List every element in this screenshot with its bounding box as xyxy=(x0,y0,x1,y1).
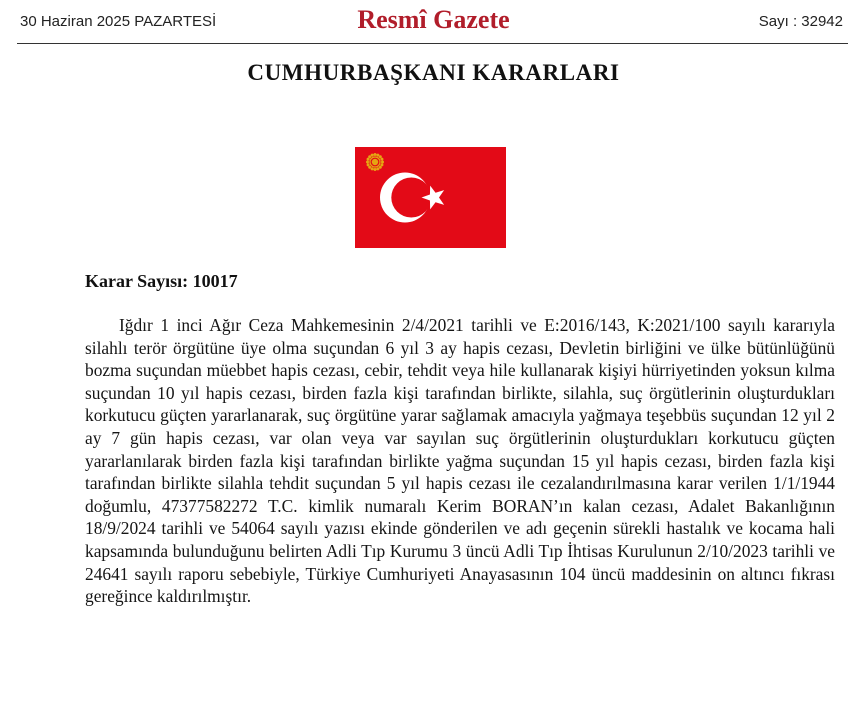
decision-number: Karar Sayısı: 10017 xyxy=(85,271,238,291)
decision-body-text: Iğdır 1 inci Ağır Ceza Mahkemesinin 2/4/2021 tarihli ve E:2016/143, K:2021/100 sayılı kararıyla silahlı terör örgütüne üye olma suçundan 6 yıl 3 ay hapis cezası, Devletin birliğini ve ülke bütünlüğünü bozma suçundan müebbet hapis cezası, cebir, tehdit veya hile kullanarak kişiyi hürriyetinden yoksun kılma suçundan 10 yıl hapis cezası, birden fazla kişi tarafından birlikte, silahla, suç örgütlerinin oluşturdukları korkutucu güçten yararlanarak, suç örgütüne yarar sağlamak amacıyla yağmaya teşebbüs suçundan 12 yıl 2 ay 7 gün hapis cezası, var olan veya var sayılan suç örgütlerinin oluşturdukları korkutucu güçten yararlanılarak birden fazla kişi tarafından birlikte yağma suçundan 15 yıl hapis cezası, birden fazla kişi tarafından birlikte silahla tehdit suçundan 5 yıl hapis cezası ile cezalandırılmasına karar verilen 1/1/1944 doğumlu, 47377582272 T.C. kimlik numaralı Kerim BORAN’ın kalan cezası, Adalet Bakanlığının 18/9/2024 tarihli ve 54064 sayılı yazısı ekinde gönderilen ve adı geçenin sürekli hastalık ve kocama hali kapsamında bulunduğunu belirten Adli Tıp Kurumu 3 üncü Adli Tıp İhtisas Kurulunun 2/10/2023 tarihli ve 24641 sayılı raporu sebebiyle, Türkiye Cumhuriyeti Anayasasının 104 üncü maddesinin on altıncı fıkrası gereğince kaldırılmıştır. xyxy=(85,315,835,607)
section-title: CUMHURBAŞKANI KARARLARI xyxy=(247,60,620,85)
issue-number: Sayı : 32942 xyxy=(758,13,843,30)
turkish-flag-icon xyxy=(355,147,506,248)
gazette-title: Resmî Gazete xyxy=(357,5,510,34)
gazette-header xyxy=(0,0,867,46)
presidential-seal-icon xyxy=(366,153,384,171)
publication-date: 30 Haziran 2025 PAZARTESİ xyxy=(20,13,217,30)
header-divider xyxy=(17,43,848,44)
